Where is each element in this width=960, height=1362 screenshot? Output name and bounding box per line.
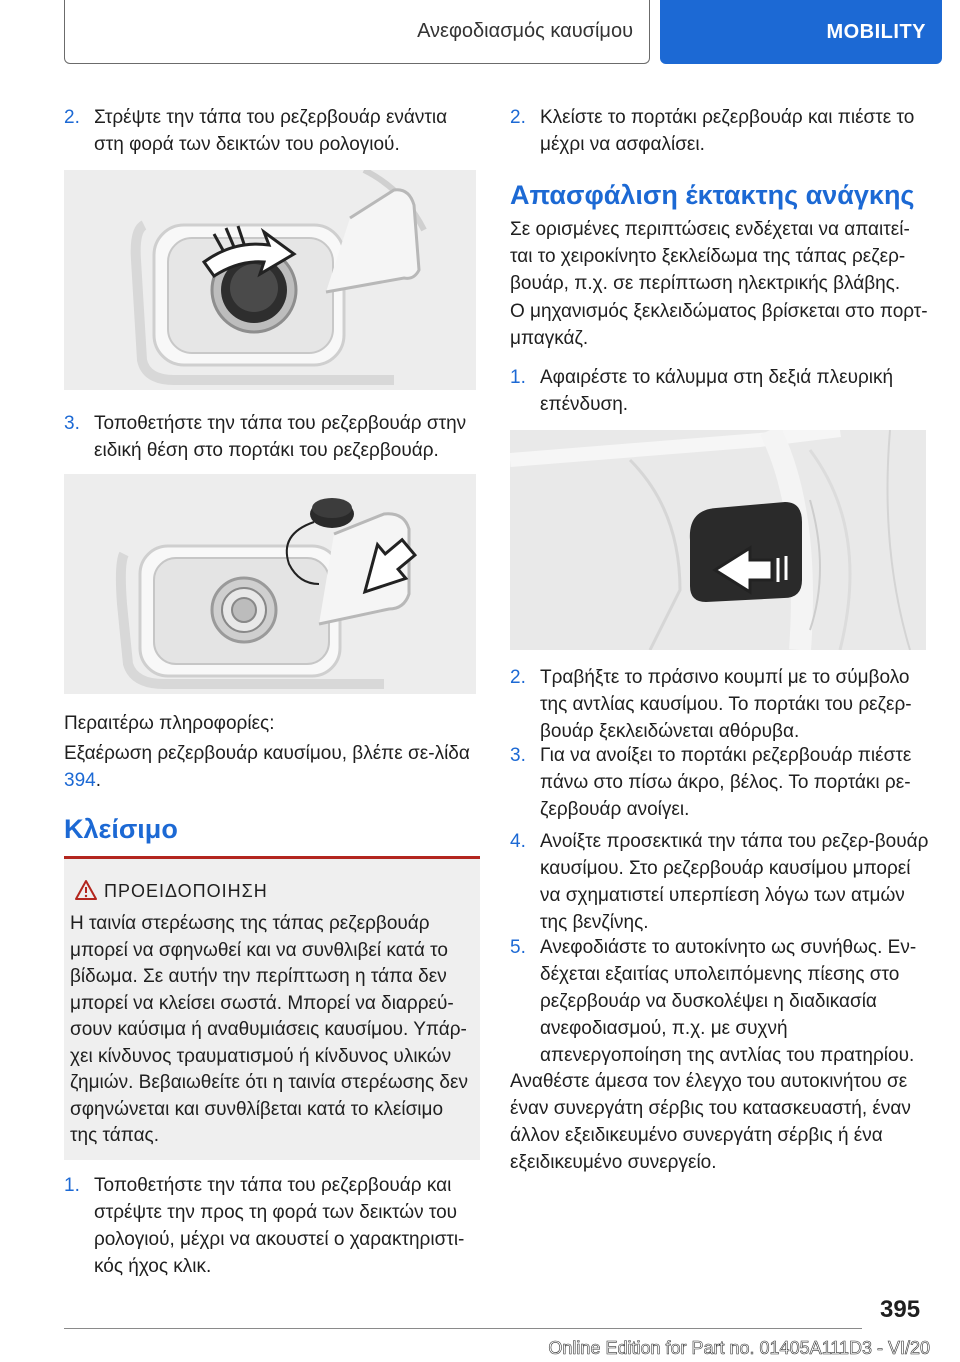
emergency-step-4	[510, 828, 930, 936]
page-link[interactable]: 394	[64, 770, 96, 791]
emergency-intro: Σε ορισμένες περιπτώσεις ενδέχεται να απαιτεί-ται το χειροκίνητο ξεκλείδωμα της τάπας ρεζερ-βουάρ, π.χ. σε περίπτωση ηλεκτρικής βλάβης.	[510, 219, 910, 294]
emergency-step-3	[510, 742, 930, 823]
more-info-label: Περαιτέρω πληροφορίες:	[64, 713, 275, 734]
page-number: 395	[880, 1296, 921, 1323]
emergency-step-5	[510, 934, 930, 1069]
chapter-title: MOBILITY	[826, 20, 926, 43]
emergency-step-1	[510, 364, 930, 418]
step-2-turn-cap	[64, 104, 480, 158]
close-step-2	[510, 104, 930, 158]
warning-triangle-icon	[74, 879, 98, 901]
mechanism-location: Ο μηχανισμός ξεκλειδώματος βρίσκεται στο πορτ-μπαγκάζ.	[510, 301, 928, 349]
reference-text: Εξαέρωση ρεζερβουάρ καυσίμου, βλέπε σε-λίδα	[64, 743, 470, 764]
step-text: Ανοίξτε προσεκτικά την τάπα του ρεζερ-βουάρ καυσίμου. Στο ρεζερβουάρ καυσίμου μπορεί να σχηματιστεί υπερπίεση λόγω των ατμών της βενζίνης.	[540, 831, 929, 933]
step-text: Τοποθετήστε την τάπα του ρεζερβουάρ και στρέψτε την προς τη φορά των δεικτών του ρολογιού, μέχρι να ακουστεί ο χαρακτηριστι-κός ήχος κλικ.	[94, 1175, 465, 1277]
step-number: 2.	[64, 107, 80, 128]
section-title: Ανεφοδιασμός καυσίμου	[417, 20, 633, 42]
heading-emergency-release: Απασφάλιση έκτακτης ανάγκης	[510, 180, 915, 210]
step-number: 2.	[510, 107, 526, 128]
heading-closing: Κλείσιμο	[64, 814, 178, 844]
step-text: Τοποθετήστε την τάπα του ρεζερβουάρ στην ειδική θέση στο πορτάκι του ρεζερβουάρ.	[94, 413, 467, 461]
step-number: 3.	[510, 745, 526, 766]
step-text: Για να ανοίξει το πορτάκι ρεζερβουάρ πιέστε πάνω στο πίσω άκρο, βέλος. Το πορτάκι ρε-ζερβουάρ ανοίγει.	[540, 745, 912, 820]
step-text: Κλείστε το πορτάκι ρεζερβουάρ και πιέστε το μέχρι να ασφαλίσει.	[540, 107, 915, 155]
fuel-cap-unscrew-illustration	[64, 170, 476, 390]
step-text: Αφαιρέστε το κάλυμμα στη δεξιά πλευρική επένδυση.	[540, 367, 894, 415]
warning-title: ΠΡΟΕΙΔΟΠΟΙΗΣΗ	[104, 881, 268, 901]
step-number: 2.	[510, 667, 526, 688]
step-text: Στρέψτε την τάπα του ρεζερβουάρ ενάντια στη φορά των δεικτών του ρολογιού.	[94, 107, 448, 155]
step-number: 5.	[510, 937, 526, 958]
emergency-step-2	[510, 664, 930, 745]
step-number: 4.	[510, 831, 526, 852]
step-text: Ανεφοδιάστε το αυτοκίνητο ως συνήθως. Εν-δέχεται εξαιτίας υπολειπόμενης πίεσης στο ρεζερβουάρ να δυσκολέψει η διαδικασία ανεφοδιασμού, π.χ. με συχνή απενεργοποίηση της αντλίας του πρατηρίου.	[540, 937, 917, 1066]
warning-text: Η ταινία στερέωσης της τάπας ρεζερβουάρ μπορεί να σφηνωθεί και να συνθλιβεί κατά το βίδωμα. Σε αυτήν την περίπτωση η τάπα δεν μπορεί να κλείσει σωστά. Μπορεί να διαρρεύ-σουν καύσιμα ή αναθυμιάσεις καυσίμου. Υπάρ-χει κίνδυνος τραυματισμού ή κίνδυνος υλικών ζημιών. Βεβαιωθείτε ότι η ταινία στερέωσης δεν σφηνώνεται και συνθλίβεται κατά το κλείσιμο της τάπας.	[70, 913, 468, 1146]
close-step-1	[64, 1172, 480, 1280]
warning-box	[64, 856, 480, 1160]
closing-paragraph: Αναθέστε άμεσα τον έλεγχο του αυτοκινήτου σε έναν συνεργάτη σέρβις του κατασκευαστή, έναν άλλον εξειδικευμένο συνεργάτη σέρβις ή ένα εξειδικευμένο συνεργείο.	[510, 1071, 911, 1173]
reference-end: .	[95, 770, 101, 791]
section-header	[64, 0, 650, 64]
step-number: 1.	[64, 1175, 80, 1196]
step-3-place-cap	[64, 410, 480, 464]
cross-reference	[64, 740, 480, 794]
step-number: 1.	[510, 367, 526, 388]
chapter-tab[interactable]	[660, 0, 942, 64]
step-number: 3.	[64, 413, 80, 434]
footer-divider	[64, 1328, 862, 1329]
edition-info: Online Edition for Part no. 01405A111D3 - VI/20	[548, 1338, 930, 1358]
trunk-release-illustration	[510, 430, 926, 650]
step-text: Τραβήξτε το πράσινο κουμπί με το σύμβολο της αντλίας καυσίμου. Το πορτάκι του ρεζερ-βουάρ ξεκλειδώνεται αθόρυβα.	[540, 667, 912, 742]
fuel-cap-holder-illustration	[64, 474, 476, 694]
